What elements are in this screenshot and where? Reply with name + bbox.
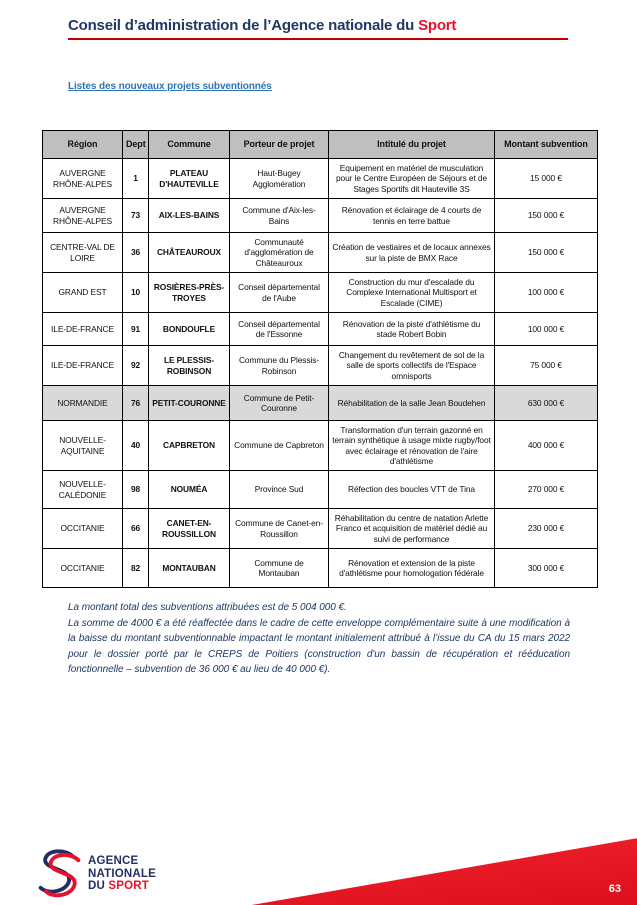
cell-commune: ROSIÈRES-PRÈS-TROYES xyxy=(149,273,230,313)
agency-wordmark-line2: NATIONALE xyxy=(88,867,157,880)
table-row xyxy=(43,313,598,346)
cell-commune: CAPBRETON xyxy=(149,421,230,471)
notes-paragraph: La somme de 4000 € a été réaffectée dans le cadre de cette enveloppe complémentaire suite à une modification à la baisse du montant subventionnable impactant le montant initialement attribué à l’issue du CA du 15 mars 2022 pour le dossier porté par le CREPS de Poitiers (construction d'un bassin de récupération et rééducation fonctionnelle – subvention de 36 000 € au lieu de 40 000 €). xyxy=(68,617,570,675)
agency-wordmark-line1: AGENCE xyxy=(88,854,139,867)
cell-region: NOUVELLE-AQUITAINE xyxy=(43,421,123,471)
cell-intitule: Construction du mur d'escalade du Complexe International Multisport et Escalade (CIME) xyxy=(329,273,495,313)
cell-dept: 40 xyxy=(123,421,149,471)
cell-dept: 98 xyxy=(123,471,149,509)
cell-commune: PLATEAU D'HAUTEVILLE xyxy=(149,159,230,199)
table-row xyxy=(43,199,598,233)
cell-porteur: Commune d'Aix-les-Bains xyxy=(230,199,329,233)
cell-intitule: Réfection des boucles VTT de Tina xyxy=(329,471,495,509)
table-row xyxy=(43,386,598,421)
page-title-main: Conseil d’administration de l’Agence nationale du xyxy=(68,17,419,34)
column-header-commune: Commune xyxy=(149,131,230,159)
section-heading-link[interactable]: Listes des nouveaux projets subventionnés xyxy=(68,81,272,92)
cell-intitule: Rénovation et extension de la piste d'athlétisme pour homologation fédérale xyxy=(329,549,495,588)
cell-commune: CHÂTEAUROUX xyxy=(149,233,230,273)
cell-region: AUVERGNE RHÔNE-ALPES xyxy=(43,199,123,233)
column-header-intitule: Intitulé du projet xyxy=(329,131,495,159)
subsidized-projects-table xyxy=(42,130,598,588)
cell-porteur: Conseil départemental de l'Essonne xyxy=(230,313,329,346)
table-row xyxy=(43,346,598,386)
cell-commune: NOUMÉA xyxy=(149,471,230,509)
agency-s-icon xyxy=(36,846,82,902)
cell-dept: 66 xyxy=(123,509,149,549)
cell-region: GRAND EST xyxy=(43,273,123,313)
cell-montant: 100 000 € xyxy=(495,273,598,313)
table-header-row xyxy=(43,131,598,159)
table-row xyxy=(43,233,598,273)
title-underline-rule xyxy=(68,38,568,40)
cell-region: NORMANDIE xyxy=(43,386,123,421)
table-row xyxy=(43,549,598,588)
column-header-porteur: Porteur de projet xyxy=(230,131,329,159)
cell-montant: 270 000 € xyxy=(495,471,598,509)
agency-wordmark-sport: SPORT xyxy=(108,880,150,893)
cell-region: ILE-DE-FRANCE xyxy=(43,346,123,386)
cell-montant: 100 000 € xyxy=(495,313,598,346)
cell-region: AUVERGNE RHÔNE-ALPES xyxy=(43,159,123,199)
column-header-dept: Dept xyxy=(123,131,149,159)
cell-intitule: Création de vestiaires et de locaux annexes sur la piste de BMX Race xyxy=(329,233,495,273)
cell-intitule: Réhabilitation du centre de natation Arlette Franco et acquisition de matériel dédié au suivi de performance xyxy=(329,509,495,549)
cell-commune: AIX-LES-BAINS xyxy=(149,199,230,233)
cell-montant: 400 000 € xyxy=(495,421,598,471)
cell-montant: 150 000 € xyxy=(495,233,598,273)
page-number: 63 xyxy=(608,883,621,895)
column-header-region: Région xyxy=(43,131,123,159)
cell-dept: 76 xyxy=(123,386,149,421)
cell-porteur: Commune de Montauban xyxy=(230,549,329,588)
cell-commune: PETIT-COURONNE xyxy=(149,386,230,421)
agency-wordmark-du: DU xyxy=(88,880,109,893)
table-row xyxy=(43,273,598,313)
notes-total-line: La montant total des subventions attribuées est de 5 004 000 €. xyxy=(68,602,347,613)
cell-commune: LE PLESSIS-ROBINSON xyxy=(149,346,230,386)
cell-porteur: Commune de Petit-Couronne xyxy=(230,386,329,421)
page-title xyxy=(68,17,573,34)
cell-region: OCCITANIE xyxy=(43,549,123,588)
column-header-montant: Montant subvention xyxy=(495,131,598,159)
cell-montant: 150 000 € xyxy=(495,199,598,233)
cell-dept: 10 xyxy=(123,273,149,313)
cell-porteur: Province Sud xyxy=(230,471,329,509)
table-row xyxy=(43,159,598,199)
table-header xyxy=(43,131,598,159)
cell-porteur: Commune de Capbreton xyxy=(230,421,329,471)
agency-wordmark xyxy=(88,855,156,894)
cell-region: CENTRE-VAL DE LOIRE xyxy=(43,233,123,273)
cell-intitule: Rénovation de la piste d'athlétisme du stade Robert Bobin xyxy=(329,313,495,346)
cell-dept: 92 xyxy=(123,346,149,386)
cell-commune: MONTAUBAN xyxy=(149,549,230,588)
agency-wordmark-line3 xyxy=(88,880,156,893)
table-row xyxy=(43,421,598,471)
cell-porteur: Conseil départemental de l'Aube xyxy=(230,273,329,313)
page-title-accent: Sport xyxy=(418,17,457,34)
cell-porteur: Commune du Plessis-Robinson xyxy=(230,346,329,386)
cell-montant: 630 000 € xyxy=(495,386,598,421)
cell-dept: 91 xyxy=(123,313,149,346)
cell-porteur: Commune de Canet-en-Roussillon xyxy=(230,509,329,549)
cell-intitule: Rénovation et éclairage de 4 courts de tennis en terre battue xyxy=(329,199,495,233)
agency-logo xyxy=(36,846,156,902)
cell-porteur: Haut-Bugey Agglomération xyxy=(230,159,329,199)
cell-region: NOUVELLE-CALÉDONIE xyxy=(43,471,123,509)
cell-intitule: Changement du revêtement de sol de la salle de sports collectifs de l'Espace omnisports xyxy=(329,346,495,386)
cell-region: OCCITANIE xyxy=(43,509,123,549)
cell-montant: 230 000 € xyxy=(495,509,598,549)
cell-montant: 75 000 € xyxy=(495,346,598,386)
table-body xyxy=(43,159,598,588)
table-row xyxy=(43,509,598,549)
cell-dept: 36 xyxy=(123,233,149,273)
cell-region: ILE-DE-FRANCE xyxy=(43,313,123,346)
cell-intitule: Réhabilitation de la salle Jean Boudehen xyxy=(329,386,495,421)
cell-intitule: Equipement en matériel de musculation pour le Centre Européen de Séjours et de Stages Sportifs dit Hauteville 3S xyxy=(329,159,495,199)
cell-commune: CANET-EN-ROUSSILLON xyxy=(149,509,230,549)
cell-commune: BONDOUFLE xyxy=(149,313,230,346)
cell-dept: 82 xyxy=(123,549,149,588)
cell-intitule: Transformation d'un terrain gazonné en terrain synthétique à usage mixte rugby/foot avec éclairage et rénovation de l'aire d'athlétisme xyxy=(329,421,495,471)
cell-montant: 15 000 € xyxy=(495,159,598,199)
cell-dept: 1 xyxy=(123,159,149,199)
cell-montant: 300 000 € xyxy=(495,549,598,588)
cell-porteur: Communauté d'agglomération de Châteauroux xyxy=(230,233,329,273)
table-row xyxy=(43,471,598,509)
cell-dept: 73 xyxy=(123,199,149,233)
notes-block xyxy=(68,600,570,678)
